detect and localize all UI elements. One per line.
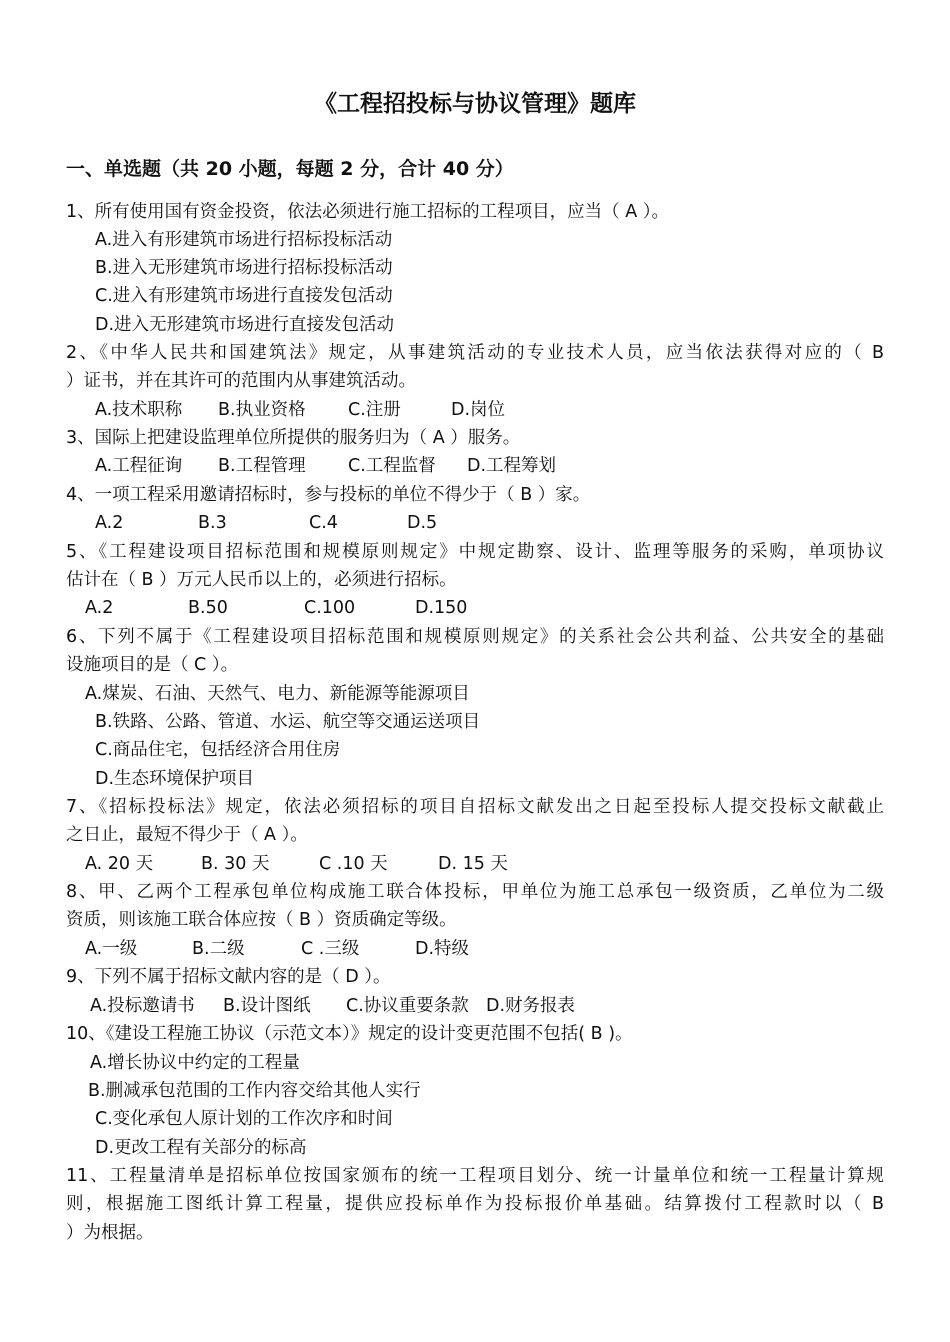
question-3-option-c: C.工程监督 [348, 456, 436, 476]
question-9-option-d: D.财务报表 [486, 996, 576, 1016]
question-5-option-a: A.2 [85, 598, 114, 618]
question-6-option-b: B.铁路、公路、管道、水运、航空等交通运送项目 [95, 712, 481, 732]
question-2-option-b: B.执业资格 [218, 400, 306, 420]
question-5-option-d: D.150 [415, 598, 468, 618]
question-7-option-c: C .10 天 [319, 854, 388, 874]
document-title: 《工程招投标与协议管理》题库 [314, 91, 636, 117]
question-7-stem-line-2: 之日止，最短不得少于（ A ）。 [66, 825, 308, 845]
question-3-option-b: B.工程管理 [218, 456, 306, 476]
question-9-option-b: B.设计图纸 [223, 996, 311, 1016]
question-10-option-c: C.变化承包人原计划的工作次序和时间 [95, 1109, 393, 1129]
question-9-option-a: A.投标邀请书 [90, 996, 195, 1016]
question-8-option-c: C .三级 [301, 939, 360, 959]
question-8-stem-line-2: 资质，则该施工联合体应按（ B ）资质确定等级。 [66, 910, 457, 930]
question-3-stem: 3、国际上把建设监理单位所提供的服务归为（ A ）服务。 [66, 428, 521, 448]
question-5-option-c: C.100 [304, 598, 356, 618]
question-5-option-b: B.50 [188, 598, 228, 618]
question-2-stem-line-1: 2、《中华人民共和国建筑法》规定，从事建筑活动的专业技术人员，应当依法获得对应的（ B [66, 343, 884, 363]
question-10-option-a: A.增长协议中约定的工程量 [90, 1053, 300, 1073]
question-8-option-a: A.一级 [85, 939, 138, 959]
question-4-stem: 4、一项工程采用邀请招标时，参与投标的单位不得少于（ B ）家。 [66, 485, 591, 505]
question-1-option-b: B.进入无形建筑市场进行招标投标活动 [95, 258, 393, 278]
question-8-stem-line-1: 8、甲、乙两个工程承包单位构成施工联合体投标，甲单位为施工总承包一级资质，乙单位为二级 [66, 882, 884, 902]
question-8-option-b: B.二级 [192, 939, 245, 959]
section-heading: 一、单选题（共 20 小题，每题 2 分，合计 40 分） [66, 158, 514, 180]
question-2-option-a: A.技术职称 [95, 400, 183, 420]
question-10-option-d: D.更改工程有关部分的标高 [95, 1138, 307, 1158]
question-5-stem-line-1: 5、《工程建设项目招标范围和规模原则规定》中规定勘察、设计、监理等服务的采购，单项协议 [66, 542, 884, 562]
question-11-stem-line-2: 则，根据施工图纸计算工程量，提供应投标单作为投标报价单基础。结算拨付工程款时以（ B [66, 1194, 884, 1214]
question-1-option-a: A.进入有形建筑市场进行招标投标活动 [95, 230, 393, 250]
question-10-stem: 10、《建设工程施工协议（示范文本）》规定的设计变更范围不包括( B )。 [66, 1024, 633, 1044]
question-6-option-d: D.生态环境保护项目 [95, 769, 255, 789]
question-10-option-b: B.删减承包范围的工作内容交给其他人实行 [88, 1081, 421, 1101]
question-6-stem-line-2: 设施项目的是（ C ）。 [66, 655, 239, 675]
question-5-stem-line-2: 估计在（ B ）万元人民币以上的，必须进行招标。 [66, 570, 457, 590]
question-2-stem-line-2: ）证书，并在其许可的范围内从事建筑活动。 [66, 371, 416, 391]
question-2-option-d: D.岗位 [451, 400, 506, 420]
question-11-stem-line-3: ）为根据。 [66, 1223, 154, 1243]
question-8-option-d: D.特级 [415, 939, 470, 959]
question-4-option-c: C.4 [309, 513, 338, 533]
question-6-option-c: C.商品住宅，包括经济合用住房 [95, 740, 341, 760]
question-3-option-d: D.工程筹划 [467, 456, 557, 476]
question-1-option-d: D.进入无形建筑市场进行直接发包活动 [95, 315, 395, 335]
question-1-option-c: C.进入有形建筑市场进行直接发包活动 [95, 286, 393, 306]
question-1-stem: 1、所有使用国有资金投资，依法必须进行施工招标的工程项目，应当（ A ）。 [66, 202, 669, 222]
question-9-option-c: C.协议重要条款 [346, 996, 469, 1016]
question-7-option-a: A. 20 天 [85, 854, 154, 874]
question-4-option-a: A.2 [95, 513, 124, 533]
question-3-option-a: A.工程征询 [95, 456, 183, 476]
question-6-stem-line-1: 6、下列不属于《工程建设项目招标范围和规模原则规定》的关系社会公共利益、公共安全的基础 [66, 627, 884, 647]
question-9-stem: 9、下列不属于招标文献内容的是（ D ）。 [66, 967, 391, 987]
question-4-option-b: B.3 [198, 513, 227, 533]
question-7-option-d: D. 15 天 [438, 854, 508, 874]
question-7-stem-line-1: 7、《招标投标法》规定，依法必须招标的项目自招标文献发出之日起至投标人提交投标文献截止 [66, 797, 884, 817]
question-4-option-d: D.5 [407, 513, 438, 533]
question-11-stem-line-1: 11、工程量清单是招标单位按国家颁布的统一工程项目划分、统一计量单位和统一工程量计算规 [66, 1166, 884, 1186]
question-2-option-c: C.注册 [348, 400, 401, 420]
question-7-option-b: B. 30 天 [201, 854, 270, 874]
question-6-option-a: A.煤炭、石油、天然气、电力、新能源等能源项目 [85, 684, 470, 704]
